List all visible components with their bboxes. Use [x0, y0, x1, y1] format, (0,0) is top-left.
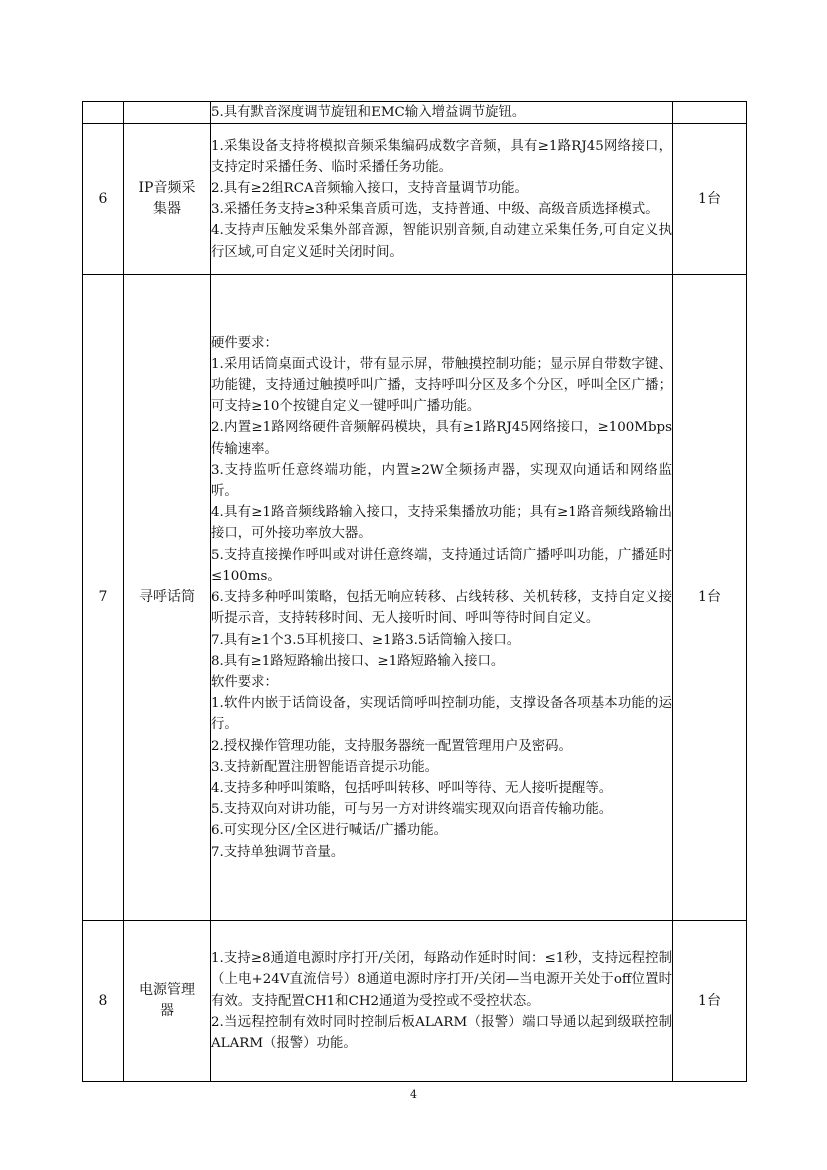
requirement-line: 5.具有默音深度调节旋钮和EMC输入增益调节旋钮。: [211, 105, 526, 120]
requirement-line: 3.支持监听任意终端功能，内置≥2W全频扬声器，实现双向通话和网络监听。: [211, 462, 672, 500]
item-quantity: 1台: [673, 124, 747, 275]
requirement-line: 2.内置≥1路网络硬件音频解码模块，具有≥1路RJ45网络接口，≥100Mbps传输速率。: [211, 420, 672, 457]
requirement-line: 3.支持新配置注册智能语音提示功能。: [211, 759, 439, 775]
requirement-line: 硬件要求：: [211, 335, 278, 351]
requirement-line: 7.具有≥1个3.5耳机接口、≥1路3.5话筒输入接口。: [211, 632, 521, 648]
requirement-line: 4.支持多种呼叫策略，包括呼叫转移、呼叫等待、无人接听提醒等。: [211, 780, 613, 796]
table-row: [83, 275, 747, 921]
table-row: [83, 124, 747, 275]
requirement-line: 2.具有≥2组RCA音频输入接口，支持音量调节功能。: [211, 181, 528, 196]
requirement-line: 6.可实现分区/全区进行喊话/广播功能。: [211, 823, 448, 839]
item-number: [83, 102, 124, 124]
requirement-line: 7.支持单独调节音量。: [211, 844, 345, 860]
item-requirements: [211, 102, 673, 124]
table-row: [83, 102, 747, 124]
page-number: 4: [410, 1088, 417, 1101]
requirement-line: 6.支持多种呼叫策略，包括无响应转移、占线转移、关机转移，支持自定义接听提示音，支持转移时间、无人接听时间、呼叫等待时间自定义。: [211, 590, 672, 627]
item-quantity: 1台: [673, 275, 747, 921]
item-name: 寻呼话筒: [124, 275, 211, 921]
requirement-line: 5.支持直接操作呼叫或对讲任意终端，支持通过话筒广播呼叫功能，广播延时≤100ms。: [211, 547, 672, 584]
requirement-line: 1.软件内嵌于话筒设备，实现话筒呼叫控制功能，支撑设备各项基本功能的运行。: [211, 696, 672, 733]
item-number: 7: [83, 275, 124, 921]
item-name: [124, 124, 211, 275]
requirement-line: 5.支持双向对讲功能，可与另一方对讲终端实现双向语音传输功能。: [211, 802, 613, 818]
requirement-line: 4.具有≥1路音频线路输入接口，支持采集播放功能；具有≥1路音频线路输出接口，可外接功率放大器。: [211, 505, 672, 542]
spec-table-body: [83, 102, 747, 1082]
item-number: 8: [83, 921, 124, 1082]
item-quantity: [673, 102, 747, 124]
requirement-line: 3.采播任务支持≥3种采集音质可选，支持普通、中级、高级音质选择模式。: [211, 202, 659, 218]
spec-table: [82, 101, 747, 1082]
requirement-line: 1.采用话筒桌面式设计，带有显示屏，带触摸控制功能；显示屏自带数字键、功能键，支持通过触摸呼叫广播，支持呼叫分区及多个分区，呼叫全区广播；可支持≥10个按键自定义一键呼叫广播功能。: [211, 356, 672, 415]
item-number: 6: [83, 124, 124, 275]
item-requirements: [211, 275, 673, 921]
requirement-line: 1.采集设备支持将模拟音频采集编码成数字音频，具有≥1路RJ45网络接口，支持定时采播任务、临时采播任务功能。: [211, 138, 672, 175]
requirement-line: 软件要求：: [211, 674, 278, 690]
table-row: [83, 921, 747, 1082]
requirement-line: 2.授权操作管理功能，支持服务器统一配置管理用户及密码。: [211, 738, 572, 754]
requirement-line: 4.支持声压触发采集外部音源，智能识别音频,自动建立采集任务,可自定义执行区域,可自定义延时关闭时间。: [211, 223, 672, 260]
requirement-line: 2.当远程控制有效时同时控制后板ALARM（报警）端口导通以起到级联控制ALARM（报警）功能。: [211, 1014, 672, 1051]
item-name-text: 电源管理器: [139, 982, 195, 1020]
requirement-line: 8.具有≥1路短路输出接口、≥1路短路输入接口。: [211, 653, 505, 669]
item-requirements: [211, 124, 673, 275]
item-name-text: IP音频采集器: [138, 180, 196, 218]
item-quantity: 1台: [673, 921, 747, 1082]
item-name: [124, 921, 211, 1082]
item-requirements: [211, 921, 673, 1082]
requirement-line: 1.支持≥8通道电源时序打开/关闭，每路动作延时时间：≤1秒，支持远程控制（上电+24V直流信号）8通道电源时序打开/关闭—当电源开关处于off位置时有效。支持配置CH1和CH2通道为受控或不受控状态。: [211, 951, 672, 1009]
item-name: [124, 102, 211, 124]
